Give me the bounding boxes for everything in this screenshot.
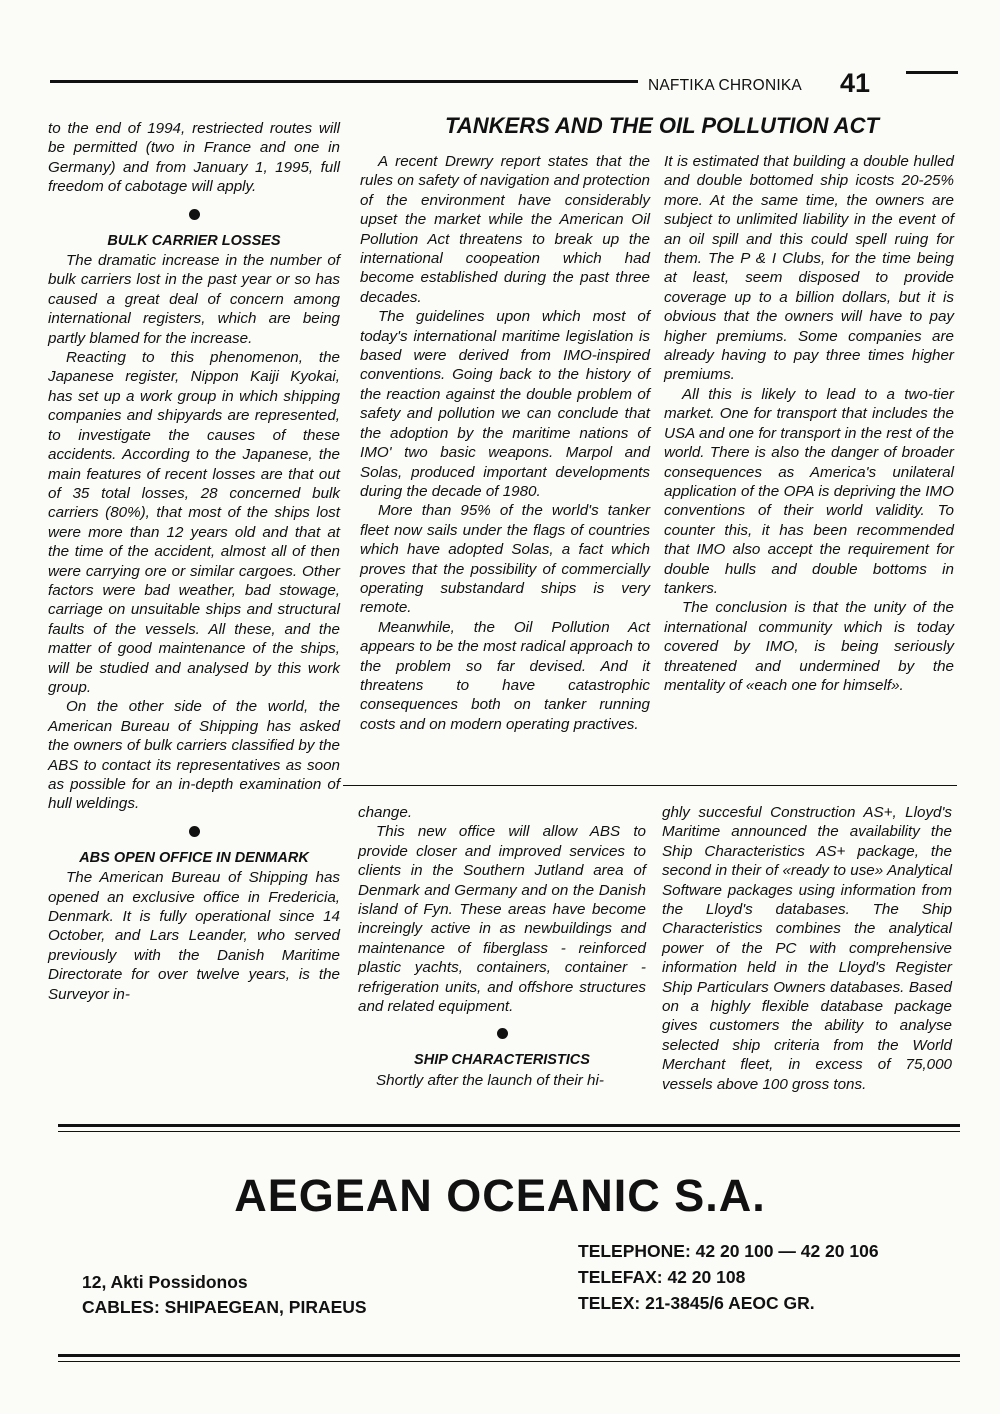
ad-bottom-rule-thin bbox=[58, 1361, 960, 1362]
ad-cables: CABLES: SHIPAEGEAN, PIRAEUS bbox=[82, 1297, 367, 1317]
ad-top-rule-thin bbox=[58, 1131, 960, 1132]
bulk-paragraph-1: The dramatic increase in the number of bulk carriers lost in the past year or so has caused a great deal of concern among international registers, which are being partly blamed for the increase. bbox=[48, 252, 340, 347]
publication-title: NAFTIKA CHRONIKA bbox=[648, 77, 802, 94]
ad-top-rule bbox=[58, 1124, 960, 1127]
tankers-paragraph-5: It is estimated that building a double hulled and double bottomed ship icosts 20-25% more. At the same time, the owners are subject to unlimited liability in the event of an oil spill and this could spell ruing for them. The P & I Clubs, for the time being at least, seem disposed to provide coverage up to a billion dollars, but it is obvious that the owners will have to pay higher premiums. Some companies are already having to pay three times higher premiums. bbox=[664, 153, 954, 384]
ship-paragraph-1: Shortly after the launch of their hi- bbox=[376, 1071, 604, 1089]
tankers-column-middle bbox=[360, 152, 650, 734]
tankers-paragraph-3: More than 95% of the world's tanker fleet now sails under the flags of countries which have adopted Solas, a fact which proves that the possibility of commercially operating substandard ships is very remote. bbox=[360, 502, 650, 617]
bulk-carrier-heading: BULK CARRIER LOSSES bbox=[107, 232, 281, 249]
article-divider bbox=[343, 785, 957, 786]
ad-telefax: TELEFAX: 42 20 108 bbox=[578, 1267, 746, 1287]
tankers-paragraph-7: The conclusion is that the unity of the international community which is today covered by IMO, is being seriously threatened and undermined by the mentality of «each one for himself». bbox=[664, 599, 954, 694]
ad-address-block bbox=[82, 1270, 367, 1320]
ad-contact-block bbox=[578, 1238, 879, 1316]
tankers-paragraph-4: Meanwhile, the Oil Pollution Act appears to be the most radical approach to the problem so far devised. And it threatens to have catastrophic consequences both on tanker running costs and on modern operating practives. bbox=[360, 618, 650, 733]
ship-continuation: ghly succesful Construction AS+, Lloyd's Maritime announced the availability the Ship Characteristics AS+ package, the second in their of «ready to use» Analytical Software packages using information from the Lloyd's databases. The Ship Characteristics combines the analytical power of the PC with comprehensive information held in the Lloyd's Register Ship Particulars Owners databases. Based on a highly flexible database package gives customers the ability to analyse selected ship criteria from the World Merchant fleet, in excess of 75,000 vessels above 100 gross tons. bbox=[662, 804, 952, 1093]
header-rule-right bbox=[906, 71, 958, 74]
bullet-separator bbox=[189, 826, 200, 837]
abs-paragraph-1: The American Bureau of Shipping has opened an exclusive office in Fredericia, Denmark. It is fully operational since 14 October, and Lars Leander, who served previously with the Danish Maritime Directorate for over twelve years, is the Surveyor in- bbox=[48, 869, 340, 1003]
tankers-paragraph-1: A recent Drewry report states that the rules on safety of navigation and protection of the environment have considerably upset the market while the American Oil Pollution Act threatens to break up the international coopeation which had become established during the past three decades. bbox=[360, 153, 650, 306]
right-bottom-column bbox=[662, 803, 952, 1094]
middle-bottom-column bbox=[358, 803, 646, 1090]
abs-continuation: change. bbox=[358, 804, 413, 821]
abs-paragraph-2: This new office will allow ABS to provide closer and improved services to clients in the Southern Jutland area of Denmark and Germany and on the Danish island of Fyn. These areas have become increingly active in as newbuildings and maintenance of fiberglass - reinforced plastic yachts, containers, container - refrigeration units, and offshore structures and related equipment. bbox=[358, 823, 646, 1016]
abs-office-heading: ABS OPEN OFFICE IN DENMARK bbox=[79, 849, 309, 866]
intro-paragraph: to the end of 1994, restriected routes will be permitted (two in France and one in Germany) and from January 1, 1995, full freedom of cabotage will apply. bbox=[48, 120, 340, 196]
ad-telephone: TELEPHONE: 42 20 100 — 42 20 106 bbox=[578, 1241, 879, 1261]
ad-address: 12, Akti Possidonos bbox=[82, 1272, 248, 1292]
ad-bottom-rule bbox=[58, 1354, 960, 1357]
tankers-column-right bbox=[664, 152, 954, 695]
ad-telex: TELEX: 21-3845/6 AEOC GR. bbox=[578, 1293, 815, 1313]
ad-company-name: AEGEAN OCEANIC S.A. bbox=[234, 1170, 766, 1221]
left-column bbox=[48, 119, 340, 1004]
tankers-paragraph-2: The guidelines upon which most of today's international maritime legislation is based were derived from IMO-inspired conventions. Going back to the history of the reaction against the double problem of safety and pollution we can conclude that the adoption by the maritime nations of IMO' two basic weapons. Marpol and Solas, produced important developments during the decade of 1980. bbox=[360, 308, 650, 500]
bullet-separator bbox=[189, 209, 200, 220]
bullet-separator bbox=[497, 1028, 508, 1039]
ship-characteristics-heading: SHIP CHARACTERISTICS bbox=[414, 1052, 590, 1069]
header-rule-left bbox=[50, 80, 638, 83]
bulk-paragraph-3: On the other side of the world, the American Bureau of Shipping has asked the owners of bulk carriers classified by the ABS to contact its representatives as soon as possible for an in-depth examination of hull weldings. bbox=[48, 698, 340, 813]
page-number: 41 bbox=[840, 68, 871, 98]
article-title: TANKERS AND THE OIL POLLUTION ACT bbox=[445, 113, 879, 138]
tankers-paragraph-6: All this is likely to lead to a two-tier market. One for transport that includes the USA and one for transport in the rest of the world. There is also the danger of broader consequences as America's unilateral application of the OPA is depriving the IMO conventions of their world validity. To counter this, it has been recommended that IMO also accept the requirement for double hulls and double bottoms in tankers. bbox=[664, 385, 954, 597]
bulk-paragraph-2: Reacting to this phenomenon, the Japanese register, Nippon Kaiji Kyokai, has set up a work group in which shipping companies and shipyards are represented, to investigate the causes of these accidents. According to the Japanese, the main features of recent losses are that out of 35 total losses, 28 concerned bulk carriers (80%), that most of the ships lost were more than 12 years old and that at the time of the accident, almost all of then were carrying ore or similar cargoes. Other factors were bad weather, bad stowage, carriage on unsuitable ships and structural faults of the vessels. All these, and the matter of good maintenance of the ships, will be studied and analysed by this work group. bbox=[48, 349, 340, 696]
